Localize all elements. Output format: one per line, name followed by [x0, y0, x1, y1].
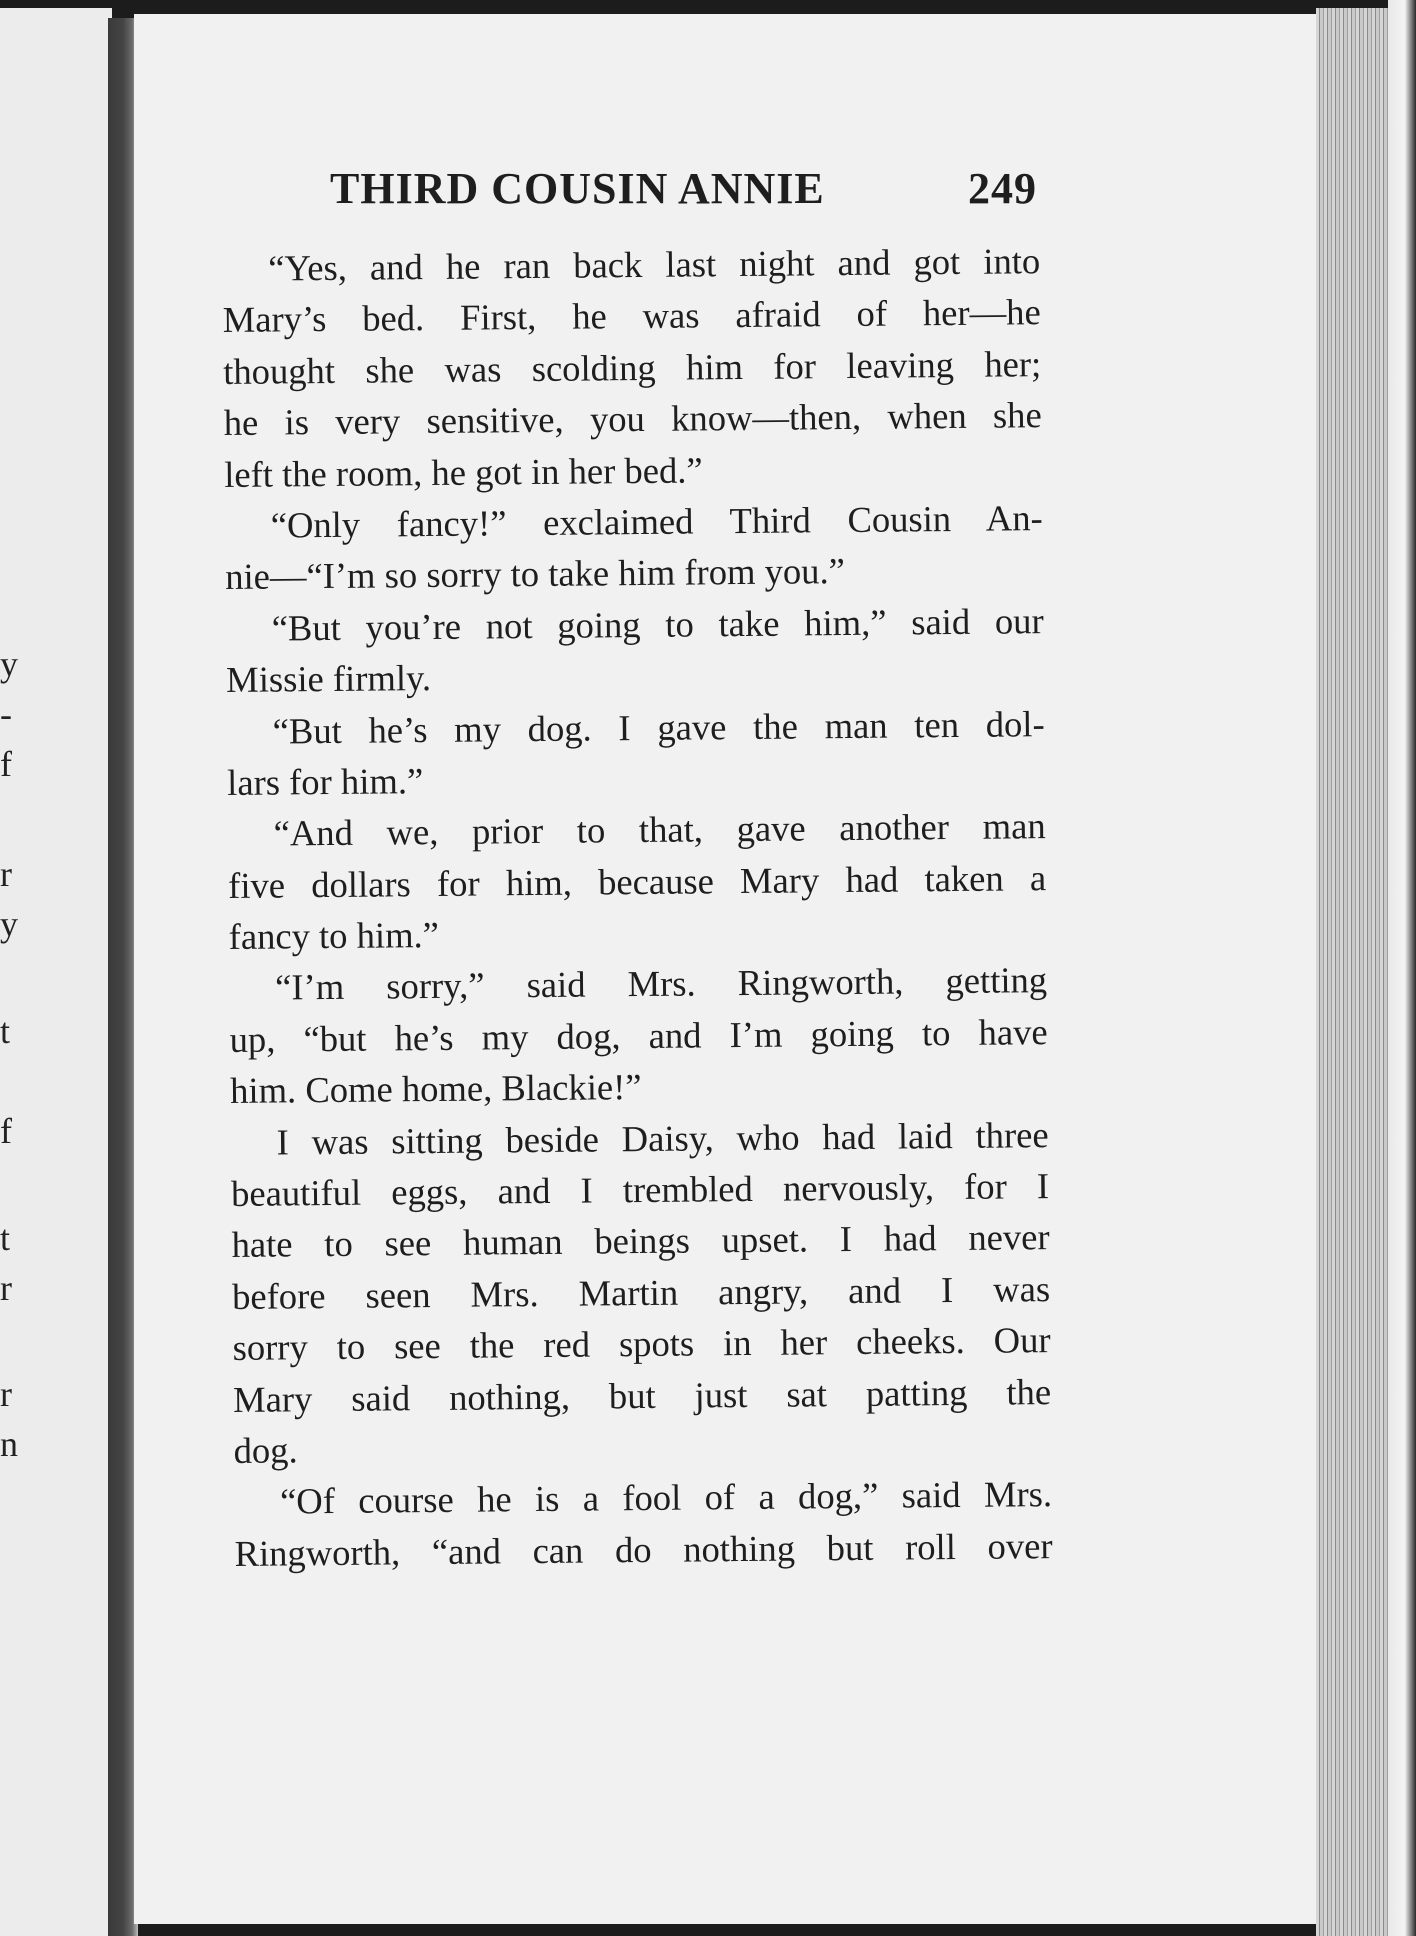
text-line: Mary said nothing, but just sat patting the [232, 1370, 1052, 1420]
text-line: thought she was scolding him for leaving her; [223, 342, 1042, 392]
text-line: “But you’re not going to take him,” said our [271, 599, 1044, 649]
left-page-fragment: r [0, 1374, 12, 1414]
text-line: before seen Mrs. Martin angry, and I was [231, 1267, 1051, 1317]
text-line: five dollars for him, because Mary had taken a [227, 856, 1047, 906]
text-line: “But he’s my dog. I gave the man ten dol- [272, 702, 1045, 752]
left-page-fragment: r [0, 854, 12, 894]
text-line: dog. [233, 1429, 298, 1471]
text-line: “And we, prior to that, gave another man [273, 805, 1046, 854]
text-line: he is very sensitive, you know—then, when she [223, 394, 1042, 444]
body-text [222, 235, 1053, 1579]
left-page-fragment: n [0, 1424, 18, 1464]
text-line: sorry to see the red spots in her cheeks. Our [232, 1319, 1051, 1369]
left-page-fragment: - [0, 694, 12, 734]
left-page [0, 8, 112, 1936]
outer-edge [1388, 0, 1416, 1936]
left-page-fragment: f [0, 1111, 12, 1151]
text-line: I was sitting beside Daisy, who had laid three [276, 1113, 1049, 1163]
text-line: “I’m sorry,” said Mrs. Ringworth, getting [274, 959, 1048, 1008]
text-line: fancy to him.” [228, 914, 440, 958]
running-head-title: THIRD COUSIN ANNIE [330, 164, 825, 213]
text-line: “Only fancy!” exclaimed Third Cousin An- [270, 497, 1043, 546]
text-line: up, “but he’s my dog, and I’m going to have [229, 1010, 1048, 1060]
text-line: him. Come home, Blackie!” [229, 1066, 642, 1112]
left-page-fragment: r [0, 1268, 12, 1308]
text-line: beautiful eggs, and I trembled nervously, for I [230, 1165, 1050, 1214]
text-line: hate to see human beings upset. I had never [231, 1216, 1050, 1266]
left-page-fragment: t [0, 1218, 11, 1258]
page-number: 249 [968, 164, 1037, 213]
left-page-fragment: f [0, 744, 12, 784]
left-page-fragment: y [0, 904, 18, 944]
left-page-fragment: y [0, 644, 18, 684]
page-edges [1316, 8, 1388, 1936]
text-line: Ringworth, “and can do nothing but roll over [234, 1524, 1053, 1574]
text-line: “Yes, and he ran back last night and got into [268, 240, 1041, 289]
text-line: lars for him.” [226, 760, 424, 803]
text-line: “Of course he is a fool of a dog,” said Mrs. [279, 1473, 1053, 1522]
text-line: Missie firmly. [225, 657, 432, 701]
text-line: left the room, he got in her bed.” [224, 448, 703, 495]
text-line: nie—“I’m so sorry to take him from you.” [225, 550, 846, 598]
left-page-fragment: t [0, 1011, 11, 1051]
running-head [330, 163, 1037, 214]
text-line: Mary’s bed. First, he was afraid of her—he [222, 291, 1041, 341]
